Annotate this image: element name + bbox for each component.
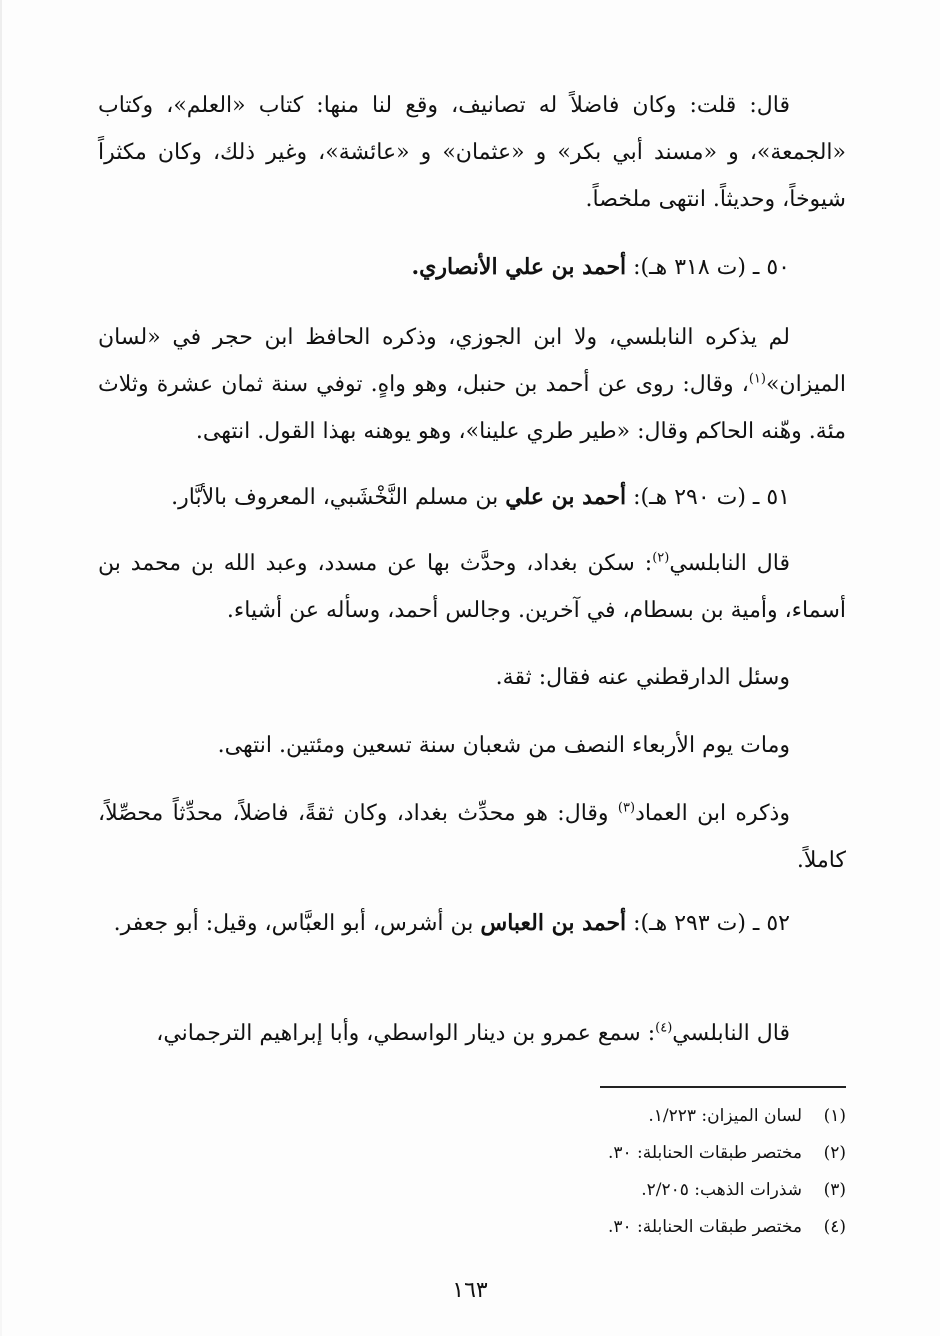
entry-51-p1-text-b: : سكن بغداد، وحدَّث بها عن مسدد، وعبد الله بن محمد بن أسماء، وأمية بن بسطام، في آخرين. وجالس أحمد، وسأله عن أشياء. <box>98 551 846 623</box>
entry-51-name-rest: بن مسلم النَّخْشَبي، المعروف بالأبَّار. <box>171 485 506 510</box>
footnote-separator <box>600 1086 846 1088</box>
intro-paragraph: قال: قلت: وكان فاضلاً له تصانيف، وقع لنا منها: كتاب «العلم»، وكتاب «الجمعة»، و «مسند أبي بكر» و «عثمان» و «عائشة»، وغير ذلك، وكان مكثراً شيوخاً، وحديثاً. انتهى ملخصاً. <box>98 93 846 212</box>
entry-50-name: أحمد بن علي الأنصاري. <box>411 254 627 280</box>
entry-52-paragraph-1 <box>98 1010 846 1057</box>
footnote-ref-4: (٤) <box>655 1020 673 1036</box>
entry-50-number: ٥٠ ـ (ت ٣١٨ هـ): <box>626 255 790 280</box>
entry-50-paragraph <box>98 314 846 455</box>
entry-51-p4-text-a: وذكره ابن العماد <box>635 801 790 826</box>
footnote-ref-2: (٢) <box>652 550 670 566</box>
entry-51-paragraph-4-block <box>98 790 846 884</box>
footnote-3 <box>98 1172 846 1209</box>
footnote-2 <box>98 1135 846 1172</box>
entry-52-name-rest: بن أشرس، أبو العبَّاس، وقيل: أبو جعفر. <box>113 911 481 936</box>
entry-52-heading-block <box>98 900 846 947</box>
entry-50-heading-block <box>98 244 846 291</box>
footnote-ref-1: (١) <box>748 371 766 387</box>
footnote-3-number: (٣) <box>823 1180 846 1200</box>
footnotes <box>98 1098 846 1246</box>
entry-51-heading <box>98 474 846 521</box>
footnote-1-text: لسان الميزان: ١/٢٢٣. <box>648 1106 802 1126</box>
footnote-ref-3: (٣) <box>617 800 636 816</box>
entry-51-paragraph-2-block <box>98 654 846 701</box>
footnote-2-number: (٢) <box>823 1143 846 1163</box>
page-edge <box>0 0 2 1336</box>
footnote-1 <box>98 1098 846 1135</box>
entry-51-paragraph-4 <box>98 790 846 884</box>
entry-52-number: ٥٢ ـ (ت ٢٩٣ هـ): <box>626 911 790 936</box>
entry-51-p4-text-b: وقال: هو محدِّث بغداد، وكان ثقةً، فاضلاً، محدِّثاً محصِّلاً، كاملاً. <box>98 801 846 873</box>
entry-51-paragraph-1-block <box>98 540 846 634</box>
entry-51-number: ٥١ ـ (ت ٢٩٠ هـ): <box>626 485 790 510</box>
entry-50-heading <box>98 244 846 291</box>
footnote-4 <box>98 1209 846 1246</box>
entry-50-paragraph-block <box>98 314 846 455</box>
entry-52-heading <box>98 900 846 947</box>
footnote-4-number: (٤) <box>823 1217 846 1237</box>
entry-52-name: أحمد بن العباس <box>480 910 627 936</box>
entry-51-heading-block <box>98 474 846 521</box>
entry-52-paragraph-1-block <box>98 1010 846 1057</box>
entry-51-paragraph-3-block <box>98 722 846 769</box>
footnote-2-text: مختصر طبقات الحنابلة: ٣٠. <box>607 1143 802 1163</box>
entry-51-name: أحمد بن علي <box>505 484 627 510</box>
entry-51-p1-text-a: قال النابلسي <box>669 551 790 576</box>
entry-50-text-a: لم يذكره النابلسي، ولا ابن الجوزي، وذكره الحافظ ابن حجر في «لسان الميزان» <box>98 325 846 397</box>
page-number: ١٦٣ <box>452 1278 488 1303</box>
entry-51-paragraph-3: ومات يوم الأربعاء النصف من شعبان سنة تسعين ومئتين. انتهى. <box>217 733 790 758</box>
entry-51-paragraph-1 <box>98 540 846 634</box>
footnote-3-text: شذرات الذهب: ٢/٢٠٥. <box>641 1180 802 1200</box>
entry-52-p1-text-a: قال النابلسي <box>672 1021 790 1046</box>
entry-50-text-b: ، وقال: روى عن أحمد بن حنبل، وهو واهٍ. توفي سنة ثمان عشرة وثلاث مئة. وهّنه الحاكم وقال: «طير طري علينا»، وهو يوهنه بهذا القول. انتهى. <box>98 372 846 444</box>
entry-52-p1-text-b: : سمع عمرو بن دينار الواسطي، وأبا إبراهيم الترجماني، <box>156 1021 656 1046</box>
entry-51-paragraph-2: وسئل الدارقطني عنه فقال: ثقة. <box>495 665 790 690</box>
footnote-4-text: مختصر طبقات الحنابلة: ٣٠. <box>607 1217 802 1237</box>
footnote-1-number: (١) <box>823 1106 846 1126</box>
intro-paragraph-block <box>98 82 846 223</box>
